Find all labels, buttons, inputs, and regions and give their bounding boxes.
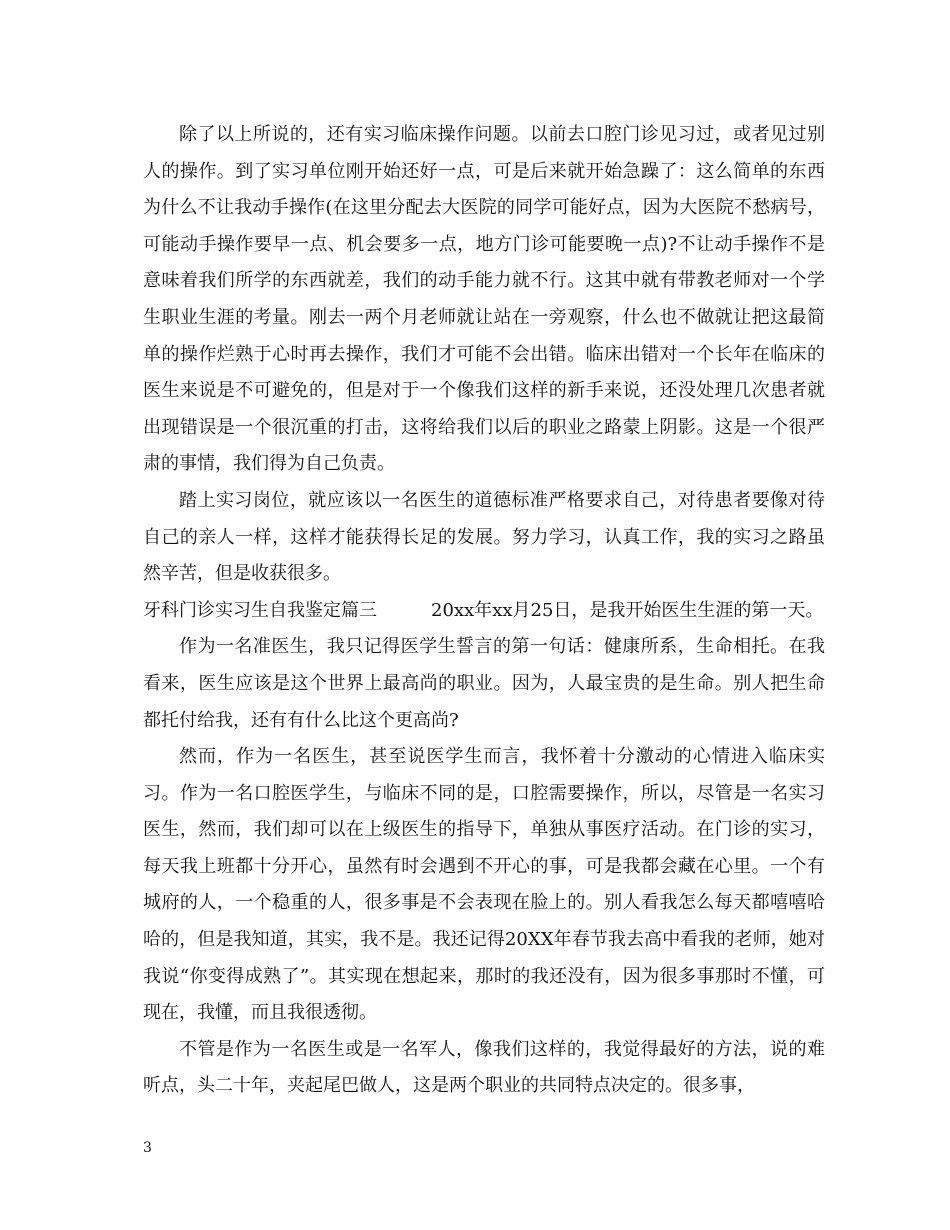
paragraph-clinical-operation: 除了以上所说的，还有实习临床操作问题。以前去口腔门诊见习过，或者见过别人的操作。到了实习单位刚开始还好一点，可是后来就开始急躁了：这么简单的东西为什么不让我动手操作(在这里分配去大医院的同学可能好点，因为大医院不愁病号，可能动手操作要早一点、机会要多一点，地方门诊可能要晚一点)?不让动手操作不是意味着我们所学的东西就差，我们的动手能力就不行。这其中就有带教老师对一个学生职业生涯的考量。刚去一两个月老师就让站在一旁观察，什么也不做就让把这最简单的操作烂熟于心时再去操作，我们才可能不会出错。临床出错对一个长年在临床的医生来说是不可避免的，但是对于一个像我们这样的新手来说，还没处理几次患者就出现错误是一个很沉重的打击，这将给我们以后的职业之路蒙上阴影。这是一个很严肃的事情，我们得为自己负责。 — [143, 124, 825, 475]
paragraph-internship-post: 踏上实习岗位，就应该以一名医生的道德标准严格要求自己，对待患者要像对待自己的亲人一样，这样才能获得长足的发展。努力学习，认真工作，我的实习之路虽然辛苦，但是收获很多。 — [143, 489, 825, 585]
paragraph-clinical-internship: 然而，作为一名医生，甚至说医学生而言，我怀着十分激动的心情进入临床实习。作为一名口腔医学生，与临床不同的是，口腔需要操作，所以，尽管是一名实习医生，然而，我们却可以在上级医生的指导下，单独从事医疗活动。在门诊的实习，每天我上班都十分开心，虽然有时会遇到不开心的事，可是我都会藏在心里。一个有城府的人，一个稳重的人，很多事是不会表现在脸上的。别人看我怎么每天都嘻嘻哈哈的，但是我知道，其实，我不是。我还记得20XX年春节我去高中看我的老师，她对我说“你变得成熟了”。其实现在想起来，那时的我还没有，因为很多事那时不懂，可现在，我懂，而且我很透彻。 — [143, 746, 825, 1024]
section-heading-line — [143, 593, 825, 630]
paragraph-doctor-oath: 作为一名准医生，我只记得医学生誓言的第一句话：健康所系，生命相托。在我看来，医生应该是这个世界上最高尚的职业。因为，人最宝贵的是生命。别人把生命都托付给我，还有有什么比这个更高尚? — [143, 636, 825, 731]
section-heading: 牙科门诊实习生自我鉴定篇三 — [143, 599, 377, 621]
paragraph-doctor-soldier: 不管是作为一名医生或是一名军人，像我们这样的，我觉得最好的方法，说的难听点，头二十年，夹起尾巴做人，这是两个职业的共同特点决定的。很多事， — [143, 1038, 825, 1097]
document-body — [143, 117, 825, 1105]
page-number: 3 — [143, 1140, 152, 1156]
section-heading-continuation: 20xx年xx月25日，是我开始医生生涯的第一天。 — [431, 599, 824, 621]
